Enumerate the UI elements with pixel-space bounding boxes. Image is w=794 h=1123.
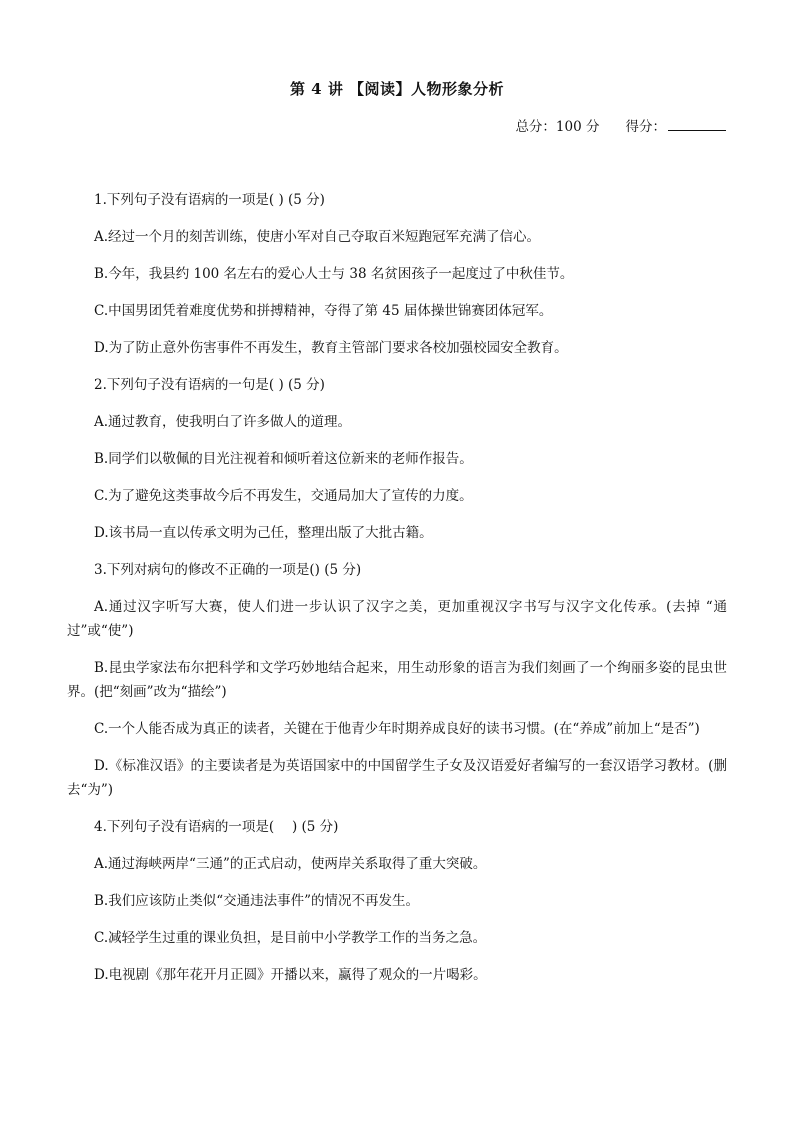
option-a: A.通过汉字听写大赛，使人们进一步认识了汉字之美，更加重视汉字书写与汉字文化传承。(去掉 “通过”或“使”) bbox=[67, 599, 727, 639]
option-b: B.昆虫学家法布尔把科学和文学巧妙地结合起来，用生动形象的语言为我们刻画了一个绚丽多姿的昆虫世界。(把“刻画”改为“描绘”) bbox=[67, 660, 727, 700]
score-blank bbox=[668, 118, 726, 131]
option-a: A.通过海峡两岸“三通”的正式启动，使两岸关系取得了重大突破。 bbox=[94, 856, 487, 872]
option-a: A.经过一个月的刻苦训练，使唐小军对自己夺取百米短跑冠军充满了信心。 bbox=[94, 229, 541, 245]
option-c: C.为了避免这类事故今后不再发生，交通局加大了宣传的力度。 bbox=[94, 488, 473, 504]
total-score: 总分：100 分 bbox=[515, 119, 600, 135]
option-d: D.为了防止意外伤害事件不再发生，教育主管部门要求各校加强校园安全教育。 bbox=[94, 340, 568, 356]
option-c: C.中国男团凭着难度优势和拼搏精神，夺得了第 45 届体操世锦赛团体冠军。 bbox=[94, 303, 553, 319]
question-2 bbox=[67, 373, 727, 545]
option-d: D.电视剧《那年花开月正圆》开播以来，赢得了观众的一片喝彩。 bbox=[94, 967, 487, 983]
option-a: A.通过教育，使我明白了许多做人的道理。 bbox=[94, 414, 352, 430]
question-1 bbox=[67, 188, 727, 360]
question-stem: 4.下列句子没有语病的一项是( ) (5 分) bbox=[94, 819, 339, 835]
question-stem: 2.下列句子没有语病的一句是( ) (5 分) bbox=[94, 377, 325, 393]
option-b: B.我们应该防止类似“交通违法事件”的情况不再发生。 bbox=[94, 893, 420, 909]
question-list bbox=[67, 188, 727, 1000]
option-b: B.同学们以敬佩的目光注视着和倾听着这位新来的老师作报告。 bbox=[94, 451, 473, 467]
question-stem: 1.下列句子没有语病的一项是( ) (5 分) bbox=[94, 192, 325, 208]
score-line bbox=[515, 115, 726, 135]
option-c: C.减轻学生过重的课业负担，是目前中小学教学工作的当务之急。 bbox=[94, 930, 487, 946]
option-d: D.《标准汉语》的主要读者是为英语国家中的中国留学生子女及汉语爱好者编写的一套汉语学习教材。(删去“为”) bbox=[67, 758, 727, 798]
question-3 bbox=[67, 558, 727, 802]
page-title: 第 4 讲 【阅读】人物形象分析 bbox=[289, 80, 505, 98]
question-stem: 3.下列对病句的修改不正确的一项是() (5 分) bbox=[94, 562, 362, 578]
option-b: B.今年，我县约 100 名左右的爱心人士与 38 名贫困孩子一起度过了中秋佳节。 bbox=[94, 266, 574, 282]
score-label: 得分： bbox=[625, 119, 666, 135]
option-c: C.一个人能否成为真正的读者，关键在于他青少年时期养成良好的读书习惯。(在“养成”前加上“是否”) bbox=[94, 721, 700, 737]
option-d: D.该书局一直以传承文明为己任，整理出版了大批古籍。 bbox=[94, 525, 433, 541]
question-4 bbox=[67, 815, 727, 987]
